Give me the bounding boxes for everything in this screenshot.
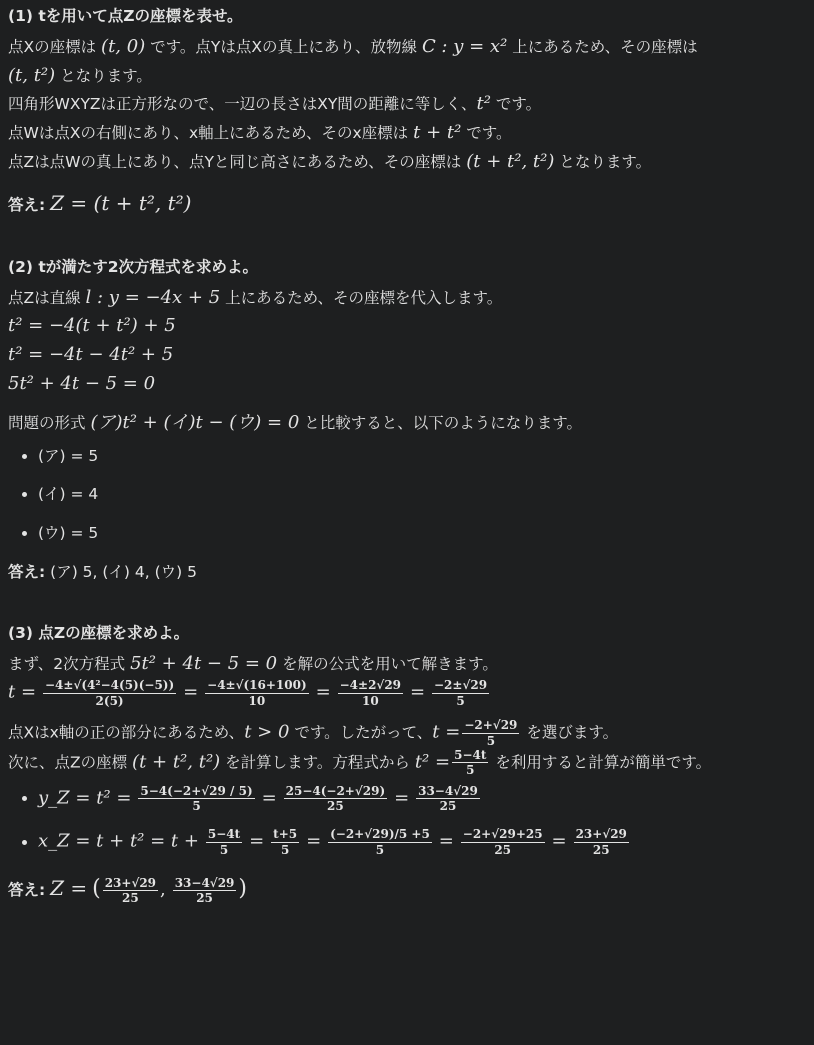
text: です。点Yは点Xの真上にあり、放物線 — [145, 37, 422, 56]
answer-math: Z = (t + t², t²) — [50, 190, 192, 215]
math: t + t² — [413, 122, 462, 144]
text: となります。 — [554, 152, 652, 171]
equals: = — [315, 681, 331, 703]
denominator: 10 — [361, 693, 379, 708]
numerator: 5−4t — [454, 747, 487, 762]
coefficient-list — [8, 444, 806, 546]
text: 四角形WXYZは正方形なので、一辺の長さはXY間の距離に等しく、 — [8, 95, 477, 114]
s3-answer — [8, 871, 806, 906]
fraction — [284, 784, 388, 814]
math: (ア)t² + (イ)t − (ウ) = 0 — [90, 411, 300, 433]
text: 上にあるため、その座標は — [507, 37, 698, 56]
numerator: 5−4(−2+√29 / 5) — [140, 783, 253, 798]
text: 問題の形式 — [8, 413, 91, 432]
numerator: −4±√(16+100) — [207, 678, 307, 693]
s2-equation1: t² = −4(t + t²) + 5 — [8, 315, 176, 337]
text: となります。 — [55, 66, 152, 85]
math: t = — [8, 681, 37, 703]
text: 点Xの座標は — [8, 37, 102, 56]
denominator: 25 — [327, 799, 344, 814]
equals: = — [394, 787, 410, 809]
denominator: 2(5) — [95, 693, 124, 708]
coordinate-calc-list — [8, 784, 806, 858]
math: l : y = −4x + 5 — [85, 286, 221, 308]
numerator: −4±√(4²−4(5)(−5)) — [44, 678, 175, 693]
fraction — [462, 718, 519, 748]
fraction — [43, 678, 176, 708]
math: (t + t², t²) — [466, 150, 555, 172]
answer-label: 答え: — [8, 195, 46, 214]
close-paren: ) — [238, 876, 247, 902]
denominator: 10 — [248, 693, 266, 708]
fraction — [271, 827, 299, 857]
equals: = — [551, 830, 567, 852]
denominator: 5 — [192, 799, 201, 814]
s2-answer — [8, 560, 806, 585]
section3-title: (3) 点Zの座標を求めよ。 — [8, 623, 190, 642]
s2-equation3: 5t² + 4t − 5 = 0 — [8, 372, 156, 394]
s1-line4 — [8, 119, 806, 148]
equals: = — [249, 830, 265, 852]
equals: = — [183, 681, 199, 703]
math: x_Z = t + t² = t + — [38, 830, 199, 852]
section1-title: (1) tを用いて点Zの座標を表せ。 — [8, 7, 243, 25]
text: を利用すると計算が簡単です。 — [490, 753, 712, 772]
s3-line2 — [8, 718, 806, 748]
fraction — [452, 748, 488, 778]
fraction — [416, 784, 480, 814]
s1-line2 — [8, 62, 806, 91]
fraction — [103, 876, 158, 906]
numerator: t+5 — [273, 827, 298, 842]
numerator: −4±2√29 — [339, 678, 402, 693]
denominator: 5 — [486, 733, 496, 748]
comma: , — [160, 879, 166, 901]
math: t = — [432, 721, 461, 743]
text: 次に、点Zの座標 — [8, 753, 133, 772]
denominator: 5 — [456, 693, 465, 708]
math: t > 0 — [244, 721, 290, 743]
denominator: 25 — [122, 891, 139, 906]
numerator: (−2+√29)/5 +5 — [330, 827, 430, 842]
math: (t, t²) — [8, 64, 56, 86]
answer-label: 答え: — [8, 562, 46, 581]
s1-line3 — [8, 90, 806, 119]
section2-title: (2) tが満たす2次方程式を求めよ。 — [8, 257, 259, 276]
text: 点Zは直線 — [8, 288, 86, 307]
fraction — [206, 827, 242, 857]
fraction — [574, 827, 629, 857]
fraction — [205, 678, 309, 708]
fraction — [432, 678, 489, 708]
fraction — [328, 827, 432, 857]
s1-line5 — [8, 148, 806, 177]
text: まず、2次方程式 — [8, 654, 131, 673]
list-item — [38, 827, 806, 857]
text: 点Xはx軸の正の部分にあるため、 — [8, 723, 245, 742]
denominator: 5 — [375, 842, 385, 857]
denominator: 5 — [466, 763, 475, 778]
s1-line1 — [8, 33, 806, 62]
equals: = — [438, 830, 454, 852]
fraction — [338, 678, 403, 708]
fraction — [138, 784, 254, 814]
math: y_Z = t² = — [38, 787, 132, 809]
equals: = — [306, 830, 322, 852]
text: 点Zは点Wの真上にあり、点Yと同じ高さにあるため、その座標は — [8, 152, 467, 171]
math: Z = — [50, 876, 88, 901]
s2-equation2: t² = −4t − 4t² + 5 — [8, 344, 174, 366]
math: 5t² + 4t − 5 = 0 — [130, 652, 278, 674]
math: (t + t², t²) — [132, 751, 221, 773]
fraction — [173, 876, 237, 906]
numerator: −2±√29 — [434, 678, 488, 693]
math: C : y = x² — [421, 35, 508, 57]
equals: = — [261, 787, 277, 809]
numerator: 33−4√29 — [418, 783, 478, 798]
answer-text: (ア) 5, (イ) 4, (ウ) 5 — [50, 562, 197, 581]
denominator: 5 — [280, 842, 290, 857]
text: 上にあるため、その座標を代入します。 — [220, 288, 503, 307]
text: です。したがって、 — [289, 723, 433, 742]
quadratic-formula-line — [8, 678, 806, 708]
denominator: 25 — [494, 842, 512, 857]
s2-line1 — [8, 284, 806, 313]
open-paren: ( — [92, 876, 101, 902]
list-item: • (イ) = 4 — [38, 482, 806, 507]
numerator: 23+√29 — [104, 875, 157, 890]
denominator: 25 — [439, 799, 457, 814]
numerator: −2+√29 — [464, 718, 518, 733]
numerator: 23+√29 — [575, 827, 627, 842]
equals: = — [409, 681, 426, 703]
s3-line1 — [8, 650, 806, 679]
denominator: 25 — [592, 842, 610, 857]
text: と比較すると、以下のようになります。 — [299, 413, 582, 432]
text: です。 — [490, 95, 542, 114]
text: を選びます。 — [521, 723, 619, 742]
list-item: • (ウ) = 5 — [38, 521, 806, 546]
s3-line3 — [8, 748, 806, 778]
answer-label: 答え: — [8, 881, 46, 900]
text: を計算します。方程式から — [220, 753, 415, 772]
list-item — [38, 784, 806, 814]
denominator: 5 — [219, 842, 229, 857]
numerator: −2+√29+25 — [462, 827, 543, 842]
s1-answer — [8, 187, 806, 219]
numerator: 33−4√29 — [174, 875, 235, 890]
math: t² — [476, 93, 491, 115]
math: t² = — [414, 751, 451, 773]
text: を解の公式を用いて解きます。 — [277, 654, 498, 673]
list-item: • (ア) = 5 — [38, 444, 806, 469]
math: (t, 0) — [101, 35, 146, 57]
numerator: 25−4(−2+√29) — [285, 783, 386, 798]
text: です。 — [461, 124, 512, 143]
text: 点Wは点Xの右側にあり、x軸上にあるため、そのx座標は — [8, 124, 414, 143]
denominator: 25 — [196, 891, 213, 906]
s2-line2 — [8, 409, 806, 438]
fraction — [461, 827, 545, 857]
numerator: 5−4t — [207, 827, 241, 842]
